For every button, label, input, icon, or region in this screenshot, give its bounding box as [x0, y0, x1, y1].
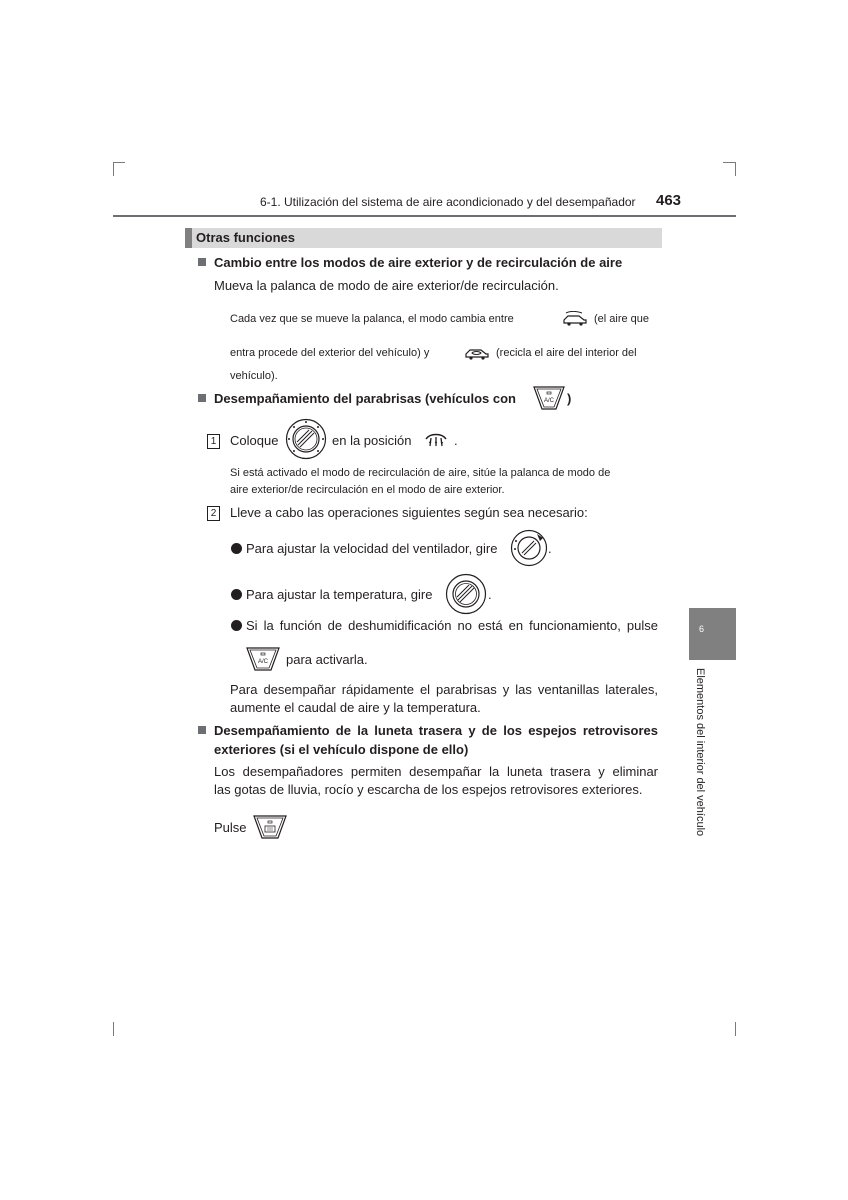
block3-heading-2: exteriores (si el vehículo dispone de ello)	[214, 742, 469, 757]
bullet2-text: Para ajustar la temperatura, gire	[246, 587, 433, 602]
fan-speed-dial-icon	[510, 529, 548, 567]
windshield-defrost-icon	[424, 429, 448, 449]
block3-pulse: Pulse	[214, 820, 247, 835]
block1-heading: Cambio entre los modos de aire exterior y de recirculación de aire	[214, 255, 623, 270]
block3-body-1: Los desempañadores permiten desempañar la luneta trasera y eliminar	[214, 764, 658, 779]
block3-heading-1: Desempañamiento de la luneta trasera y de los espejos retrovisores	[214, 723, 658, 738]
bullet2-end: .	[488, 587, 492, 602]
header-section-ref: 6-1. Utilización del sistema de aire acondicionado y del desempañador	[260, 195, 636, 209]
section-title: Otras funciones	[196, 230, 295, 245]
bullet3-text-b: para activarla.	[286, 652, 368, 667]
step1-text-a: Coloque	[230, 433, 279, 448]
crop-mark	[113, 162, 125, 163]
block2-para-1: Para desempañar rápidamente el parabrisas y las ventanillas laterales,	[230, 682, 658, 697]
ac-icon-label: A/C	[543, 398, 555, 404]
step1-text-c: .	[454, 433, 458, 448]
crop-mark	[113, 162, 114, 176]
ac-button-icon	[533, 385, 565, 411]
section-accent	[185, 228, 192, 248]
step1-text-b: en la posición	[332, 433, 412, 448]
chapter-number: 6	[699, 624, 705, 634]
temperature-dial-icon	[444, 573, 488, 615]
block1-note-3: vehículo).	[230, 370, 278, 382]
square-bullet-icon	[198, 394, 206, 402]
header-rule	[113, 215, 736, 217]
bullet3-text: Si la función de deshumidificación no está en funcionamiento, pulse	[246, 618, 658, 633]
block2-note-2: aire exterior/de recirculación en el modo de aire exterior.	[230, 484, 505, 496]
step-number: 1	[207, 434, 220, 449]
crop-mark	[735, 162, 736, 176]
block1-note-2b: (recicla el aire del interior del	[496, 347, 637, 359]
bullet1-end: .	[548, 541, 552, 556]
square-bullet-icon	[198, 726, 206, 734]
page-number: 463	[656, 192, 682, 209]
outside-air-icon	[562, 311, 588, 327]
block2-para-2: aumente el caudal de aire y la temperatura.	[230, 700, 481, 715]
square-bullet-icon	[198, 258, 206, 266]
ac-button-icon	[246, 646, 280, 672]
block2-heading: Desempañamiento del parabrisas (vehículos con	[214, 391, 516, 406]
recirculation-icon	[464, 345, 490, 361]
crop-mark	[113, 1022, 114, 1036]
ac-icon-label: A/C	[257, 659, 269, 665]
block1-note-2a: entra procede del exterior del vehículo) y	[230, 347, 430, 359]
section-bar	[192, 228, 662, 248]
bullet1-text: Para ajustar la velocidad del ventilador, gire	[246, 541, 498, 556]
step-number: 2	[207, 506, 220, 521]
block3-body-2: las gotas de lluvia, rocío y escarcha de los espejos retrovisores exteriores.	[214, 782, 643, 797]
rear-defrost-button-icon	[253, 814, 287, 840]
crop-mark	[723, 162, 735, 163]
block1-body: Mueva la palanca de modo de aire exterior/de recirculación.	[214, 278, 559, 293]
block1-note-1a: Cada vez que se mueve la palanca, el modo cambia entre	[230, 313, 514, 325]
block2-heading-close: )	[567, 391, 572, 406]
block2-note-1: Si está activado el modo de recirculación de aire, sitúe la palanca de modo de	[230, 467, 611, 479]
chapter-tab	[689, 608, 736, 660]
bullet-dot-icon	[231, 589, 242, 600]
chapter-label: Elementos del interior del vehículo	[694, 668, 706, 837]
bullet-dot-icon	[231, 620, 242, 631]
step2-text: Lleve a cabo las operaciones siguientes según sea necesario:	[230, 505, 588, 520]
bullet-dot-icon	[231, 543, 242, 554]
crop-mark	[735, 1022, 736, 1036]
block1-note-1b: (el aire que	[594, 313, 650, 325]
mode-dial-icon	[285, 418, 327, 460]
